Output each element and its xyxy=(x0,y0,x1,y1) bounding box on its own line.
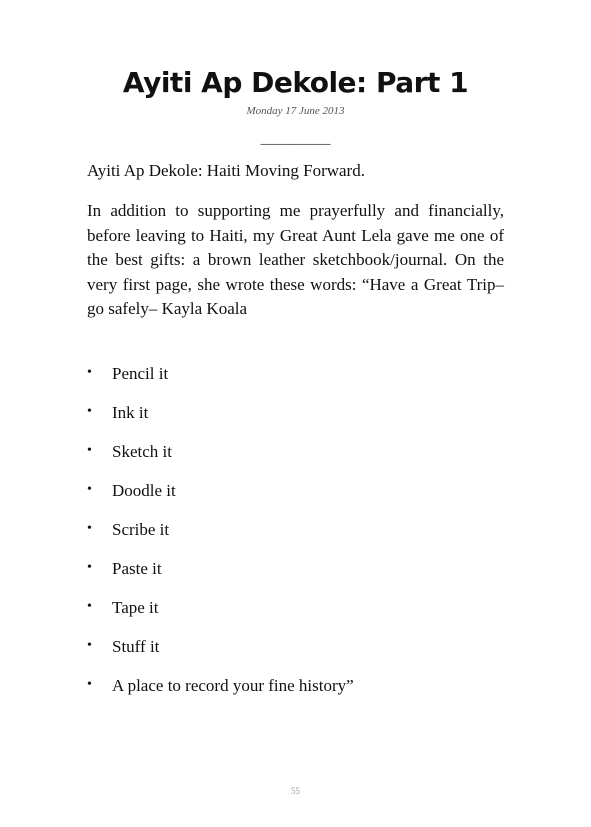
bullet-icon: • xyxy=(87,404,92,419)
list-item xyxy=(87,674,504,713)
list-item xyxy=(87,401,504,440)
list-item xyxy=(87,479,504,518)
list-item xyxy=(87,440,504,479)
bullet-icon: • xyxy=(87,599,92,614)
list-item-text: Ink it xyxy=(112,403,149,422)
bullet-icon: • xyxy=(87,482,92,497)
post-date: Monday 17 June 2013 xyxy=(246,105,345,117)
body-paragraph: In addition to supporting me prayerfully and financially, before leaving to Haiti, my Great Aunt Lela gave me one of the best gifts: a brown leather sketchbook/journal. On the very first page, she wrote these words: “Have a Great Trip–go safely– Kayla Koala xyxy=(87,201,504,319)
list-item xyxy=(87,596,504,635)
separator-line: __________ xyxy=(260,132,331,147)
list-item-text: A place to record your fine history” xyxy=(112,676,354,695)
list-item-text: Tape it xyxy=(112,598,159,617)
bullet-icon: • xyxy=(87,443,92,458)
list-item-text: Paste it xyxy=(112,559,162,578)
bullet-icon: • xyxy=(87,560,92,575)
list-item-text: Doodle it xyxy=(112,481,176,500)
bullet-icon: • xyxy=(87,521,92,536)
list-item xyxy=(87,557,504,596)
intro-line: Ayiti Ap Dekole: Haiti Moving Forward. xyxy=(87,161,365,180)
page-title: Ayiti Ap Dekole: Part 1 xyxy=(122,66,469,99)
list-item xyxy=(87,362,504,401)
list-item-text: Scribe it xyxy=(112,520,170,539)
bullet-list xyxy=(87,362,504,713)
list-item-text: Sketch it xyxy=(112,442,172,461)
list-item-text: Stuff it xyxy=(112,637,160,656)
bullet-icon: • xyxy=(87,677,92,692)
bullet-icon: • xyxy=(87,638,92,653)
page-number: 55 xyxy=(291,786,300,796)
list-item-text: Pencil it xyxy=(112,364,169,383)
bullet-icon: • xyxy=(87,365,92,380)
list-item xyxy=(87,518,504,557)
list-item xyxy=(87,635,504,674)
